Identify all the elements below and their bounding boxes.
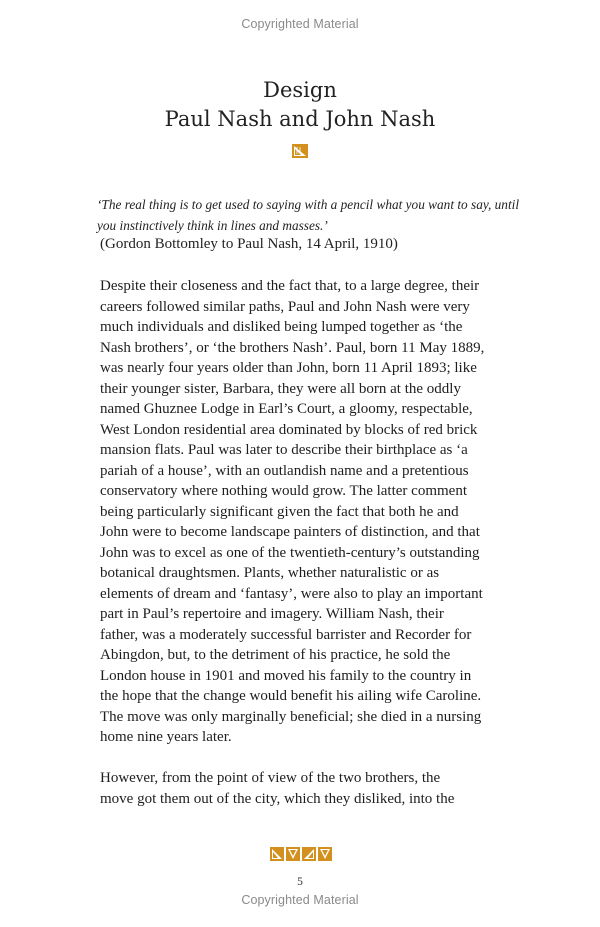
body-line: home nine years later. [100, 729, 232, 745]
page-number: 5 [297, 876, 303, 888]
epigraph-quote-line: ‘The real thing is to get used to saying with a pencil what you want to say, until [97, 197, 520, 212]
body-line: named Ghuznee Lodge in Earl’s Court, a gloomy, respectable, [100, 401, 473, 417]
copyright-watermark-bottom: Copyrighted Material [241, 893, 359, 907]
body-line: being particularly significant given the fact that both he and [100, 503, 459, 520]
body-line: Abingdon, but, to the detriment of his practice, he sold the [100, 647, 451, 663]
epigraph-attribution: (Gordon Bottomley to Paul Nash, 14 April, 1910) [100, 236, 398, 252]
body-line: father, was a moderately successful barrister and Recorder for [100, 626, 472, 643]
body-line: conservatory where nothing would grow. The latter comment [100, 483, 467, 499]
body-line: London house in 1901 and moved his family to the country in [100, 667, 472, 684]
body-line: move got them out of the city, which they disliked, into the [100, 790, 455, 807]
body-line: their younger sister, Barbara, they were all born at the oddly [100, 380, 461, 397]
chapter-title: Design [263, 78, 337, 102]
epigraph-quote-line: you instinctively think in lines and masses.’ [97, 218, 328, 233]
body-line: was nearly four years older than John, born 11 April 1893; like [100, 360, 477, 376]
body-line: John was to excel as one of the twentieth-century’s outstanding [100, 544, 480, 561]
triangle-ornament-row-icon [270, 846, 332, 862]
copyright-watermark-top: Copyrighted Material [241, 17, 359, 31]
body-line: Despite their closeness and the fact that, to a large degree, their [100, 278, 480, 294]
body-line: the hope that the change would benefit his ailing wife Caroline. [100, 688, 482, 704]
body-line: careers followed similar paths, Paul and John Nash were very [100, 298, 470, 315]
body-line: Nash brothers’, or ‘the brothers Nash’. Paul, born 11 May 1889, [100, 339, 485, 356]
body-line: elements of dream and ‘fantasy’, were also to play an important [100, 585, 483, 602]
body-line: West London residential area dominated by blocks of red brick [100, 421, 478, 438]
body-line: The move was only marginally beneficial; she died in a nursing [100, 708, 482, 725]
body-line: botanical draughtsmen. Plants, whether naturalistic or as [100, 565, 440, 581]
body-line: mansion flats. Paul was later to describe their birthplace as ‘a [100, 442, 468, 458]
body-line: pariah of a house’, with an outlandish name and a pretentious [100, 462, 469, 479]
body-line: much individuals and disliked being lumped together as ‘the [100, 319, 463, 335]
body-line: However, from the point of view of the two brothers, the [100, 770, 441, 786]
chapter-subtitle: Paul Nash and John Nash [164, 107, 436, 131]
body-line: John were to become landscape painters of distinction, and that [100, 524, 480, 540]
triangle-ornament-icon [292, 144, 308, 158]
body-line: part in Paul’s repertoire and imagery. William Nash, their [100, 606, 444, 622]
